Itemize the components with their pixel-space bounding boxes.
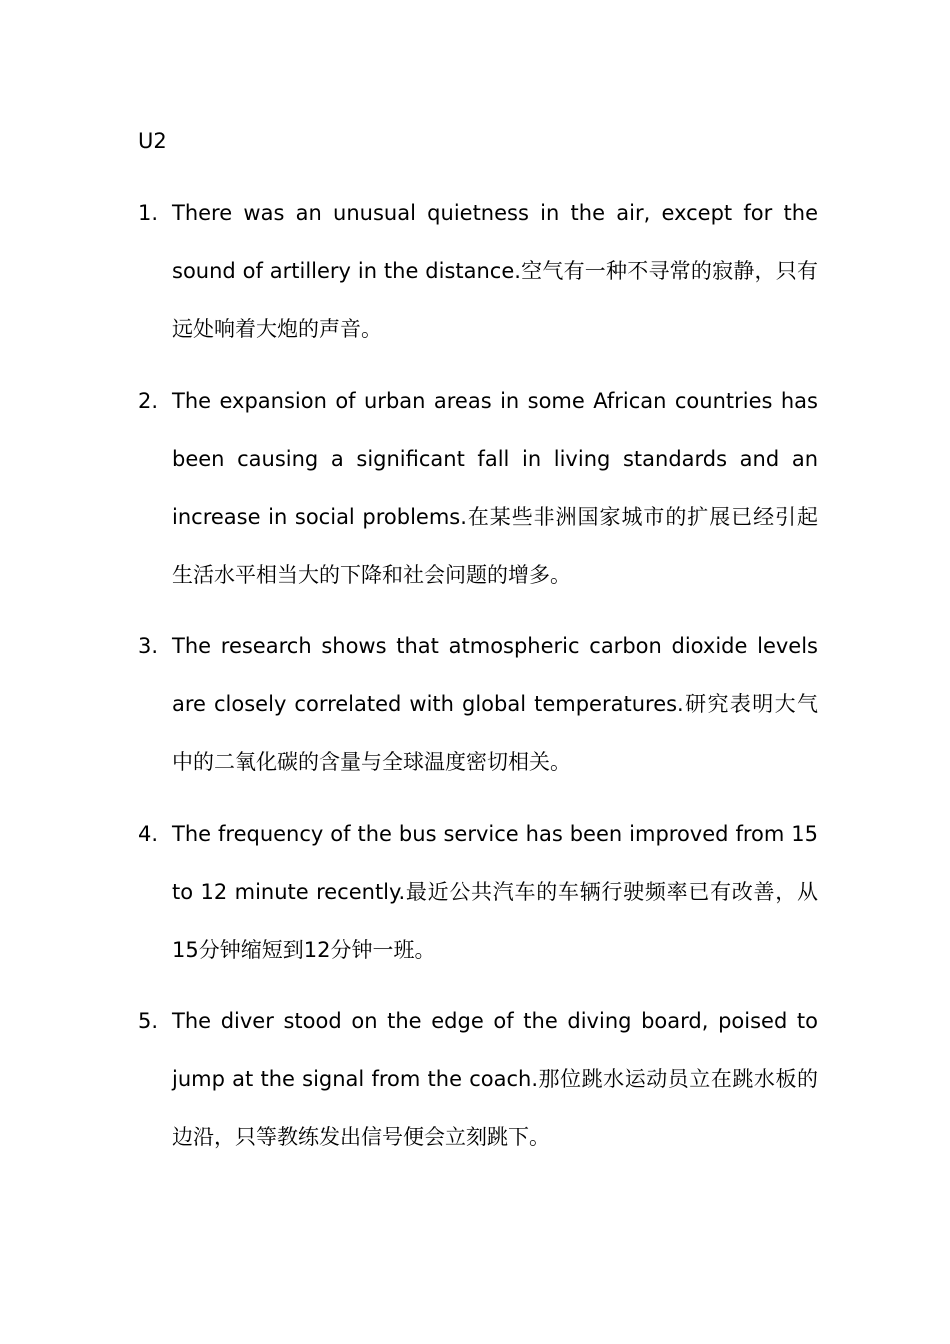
item-text: The research shows that atmospheric carbon dioxide levels are closely correlated with global temperatures.研究表明大气中的二氧化碳的含量与全球温度密切相关。 [172, 634, 818, 774]
list-item [138, 184, 818, 358]
list-item [138, 372, 818, 604]
item-text: There was an unusual quietness in the air, except for the sound of artillery in the distance.空气有一种不寻常的寂静，只有远处响着大炮的声音。 [172, 201, 818, 341]
list-item [138, 617, 818, 791]
item-number: 5. [138, 1009, 159, 1033]
item-number: 1. [138, 201, 159, 225]
item-number: 4. [138, 822, 159, 846]
item-text: The expansion of urban areas in some African countries has been causing a significant fall in living standards and an increase in social problems.在某些非洲国家城市的扩展已经引起生活水平相当大的下降和社会问题的增多。 [172, 389, 818, 587]
document-heading: U2 [138, 129, 167, 153]
list-item [138, 992, 818, 1166]
list-item [138, 805, 818, 979]
item-text: The frequency of the bus service has been improved from 15 to 12 minute recently.最近公共汽车的车辆行驶频率已有改善，从15分钟缩短到12分钟一班。 [172, 822, 818, 962]
item-number: 3. [138, 634, 159, 658]
item-text: The diver stood on the edge of the diving board, poised to jump at the signal from the coach.那位跳水运动员立在跳水板的边沿，只等教练发出信号便会立刻跳下。 [172, 1009, 818, 1149]
item-number: 2. [138, 389, 159, 413]
